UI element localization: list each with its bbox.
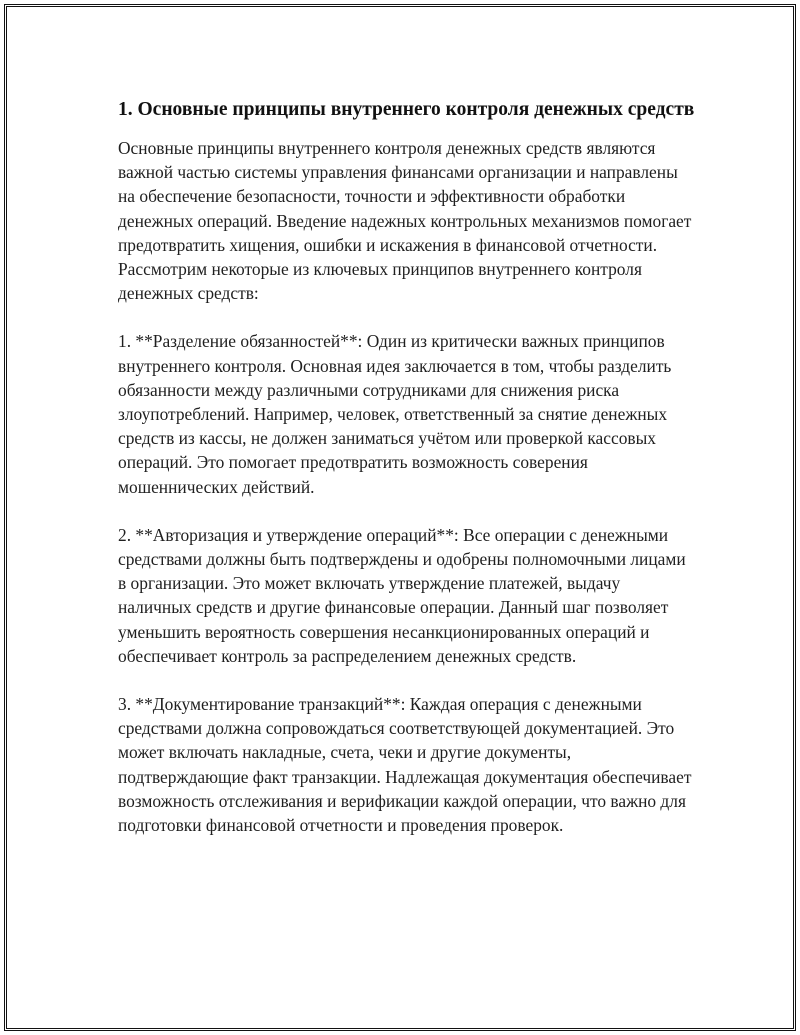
intro-paragraph: Основные принципы внутреннего контроля денежных средств являются важной частью системы управления финансами организации и направлены на обеспечение безопасности, точности и эффективности обработки денежных операций. Введение надежных контрольных механизмов помогает предотвратить хищения, ошибки и искажения в финансовой отчетности. Рассмотрим некоторые из ключевых принципов внутреннего контроля денежных средств: xyxy=(118,138,692,304)
principle-documentation: 3. **Документирование транзакций**: Каждая операция с денежными средствами должна сопровождаться соответствующей документацией. Это может включать накладные, счета, чеки и другие документы, подтверждающие факт транзакции. Надлежащая документация обеспечивает возможность отслеживания и верификации каждой операции, что важно для подготовки финансовой отчетности и проведения проверок. xyxy=(118,694,692,836)
document-body xyxy=(118,96,698,861)
principle-authorization: 2. **Авторизация и утверждение операций**: Все операции с денежными средствами должны быть подтверждены и одобрены полномочными лицами в организации. Это может включать утверждение платежей, выдачу наличных средств и другие финансовые операции. Данный шаг позволяет уменьшить вероятность совершения несанкционированных операций и обеспечивает контроль за распределением денежных средств. xyxy=(118,524,686,666)
principle-segregation-of-duties: 1. **Разделение обязанностей**: Один из критически важных принципов внутреннего контроля. Основная идея заключается в том, чтобы разделить обязанности между различными сотрудниками для снижения риска злоупотреблений. Например, человек, ответственный за снятие денежных средств из кассы, не должен заниматься учётом или проверкой кассовых операций. Это помогает предотвратить возможность соверения мошеннических действий. xyxy=(118,331,672,497)
section-heading: 1. Основные принципы внутреннего контроля денежных средств xyxy=(118,99,695,120)
